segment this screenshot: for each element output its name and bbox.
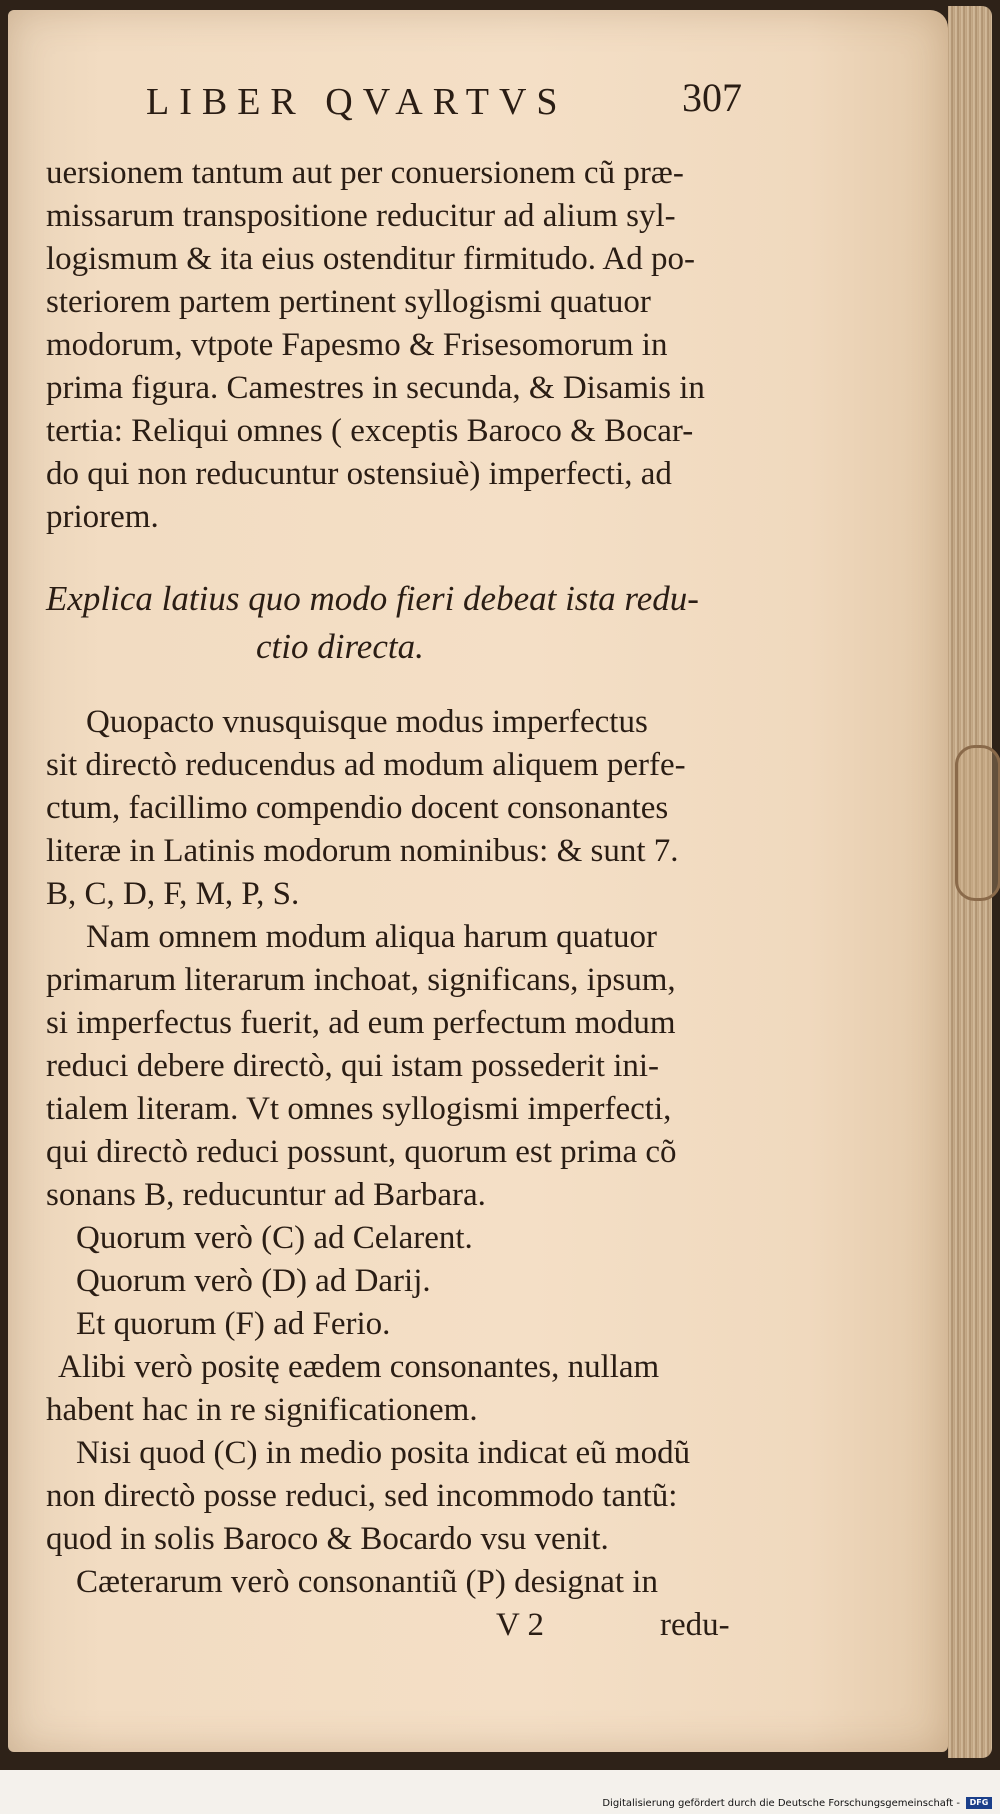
paragraph-2 [46,701,776,916]
paragraph-6 [46,1561,776,1604]
text-line: logismum & ita eius ostenditur firmitudo. Ad po- [46,241,695,277]
text-line: ctum, facillimo compendio docent consonantes [46,790,669,826]
text-line: primarum literarum inchoat, significans, ipsum, [46,962,676,998]
page-number: 307 [682,75,742,120]
text-line: do qui non reducuntur ostensiuè) imperfecti, ad [46,456,672,492]
direction-line [46,1604,776,1647]
text-line: tialem literam. Vt omnes syllogismi imperfecti, [46,1091,672,1127]
text-line: sonans B, reducuntur ad Barbara. [46,1177,486,1213]
digitization-credit: Digitalisierung gefördert durch die Deutsche Forschungsgemeinschaft - [602,1798,960,1809]
text-line: Alibi verò positę eædem consonantes, nullam [58,1349,660,1385]
text-line: uersionem tantum aut per conuersionem cũ præ- [46,155,684,191]
dfg-logo: DFG [966,1797,992,1809]
section-heading [46,575,776,671]
paragraph-4 [46,1346,776,1432]
text-line: Nisi quod (C) in medio posita indicat eũ modũ [76,1435,691,1471]
text-line: quod in solis Baroco & Bocardo vsu venit. [46,1521,609,1557]
text-line: tertia: Reliqui omnes ( exceptis Baroco & Bocar- [46,413,694,449]
list-item: Quorum verò (D) ad Darij. [76,1263,431,1299]
text-line: reduci debere directò, qui istam possederit ini- [46,1048,660,1084]
text-line: habent hac in re significationem. [46,1392,478,1428]
list-item: Et quorum (F) ad Ferio. [76,1306,391,1342]
text-line: modorum, vtpote Fapesmo & Frisesomorum in [46,327,668,363]
paragraph-3 [46,916,776,1217]
text-line: steriorem partem pertinent syllogismi quatuor [46,284,651,320]
list-item: Quorum verò (C) ad Celarent. [76,1220,473,1256]
book-clasp [955,745,1000,901]
page-header [46,75,776,152]
text-line: literæ in Latinis modorum nominibus: & sunt 7. [46,833,679,869]
text-line: sit directò reducendus ad modum aliquem perfe- [46,747,686,783]
page-text [46,75,776,1647]
text-line: si imperfectus fuerit, ad eum perfectum modum [46,1005,676,1041]
text-line: Cæterarum verò consonantiũ (P) designat in [76,1564,658,1600]
heading-line: ctio directa. [256,627,424,666]
text-line: priorem. [46,499,159,535]
catchword: redu- [660,1607,730,1643]
paragraph-1 [46,152,776,539]
signature-mark: V 2 [496,1607,544,1643]
text-line: missarum transpositione reducitur ad alium syl- [46,198,676,234]
text-line: prima figura. Camestres in secunda, & Disamis in [46,370,705,406]
running-head: LIBER QVARTVS [146,81,568,123]
paragraph-5 [46,1432,776,1561]
text-line: Nam omnem modum aliqua harum quatuor [86,919,657,955]
text-line: qui directò reduci possunt, quorum est prima cõ [46,1134,677,1170]
text-line: non directò posse reduci, sed incommodo tantũ: [46,1478,678,1514]
heading-line: Explica latius quo modo fieri debeat ista redu- [46,579,699,618]
text-line: Quopacto vnusquisque modus imperfectus [86,704,648,740]
mnemonic-list [46,1217,776,1346]
text-line: B, C, D, F, M, P, S. [46,876,300,912]
